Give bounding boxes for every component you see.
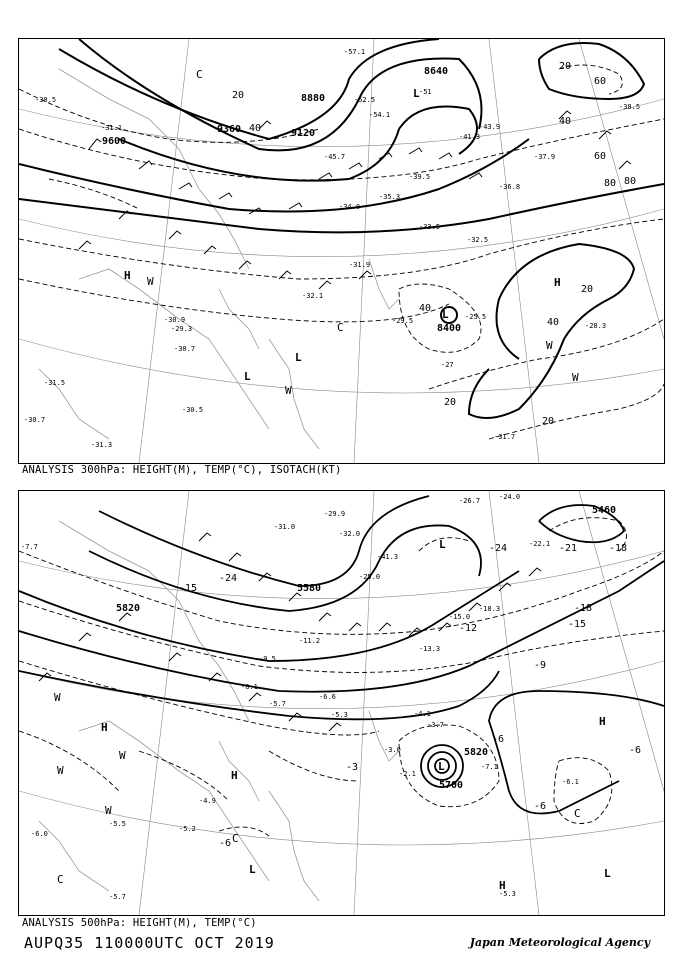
isotach-label: 40 xyxy=(249,123,262,134)
isotach-label: 40 xyxy=(559,116,572,127)
temp-plot: -5.2 xyxy=(179,825,196,833)
high-mark: H xyxy=(101,721,108,734)
cold-mark: C xyxy=(196,68,203,81)
high-mark: H xyxy=(231,769,238,782)
height-label: 9360 xyxy=(217,124,242,135)
height-label: 5820 xyxy=(464,747,489,758)
temp-plot: -30.5 xyxy=(35,96,57,104)
height-contours xyxy=(19,39,664,418)
height-label: 8640 xyxy=(424,66,449,77)
temp-plot: -33.5 xyxy=(419,223,441,231)
temp-plot: -5.7 xyxy=(109,893,126,901)
cold-mark: C xyxy=(574,807,581,820)
temp-plot: -18.3 xyxy=(479,605,501,613)
temp-plot: -28.3 xyxy=(585,322,607,330)
temp-plot: -13.3 xyxy=(419,645,441,653)
temp-contour-label: -6 xyxy=(219,838,232,849)
temp-plot: -29.5 xyxy=(392,317,414,325)
temp-plot: -31.1 xyxy=(101,124,123,132)
temp-plot: -5.7 xyxy=(269,700,286,708)
cold-mark: C xyxy=(57,873,64,886)
temp-plot: -6.6 xyxy=(319,693,336,701)
temp-plot: -29.9 xyxy=(324,510,346,518)
isotach-label: 20 xyxy=(232,90,245,101)
isotach-label: 60 xyxy=(594,151,607,162)
temp-plot: -36.8 xyxy=(499,183,521,191)
temp-contour-labels xyxy=(179,543,641,849)
warm-mark: W xyxy=(57,764,64,777)
isotach-label: 80 xyxy=(624,176,637,187)
temp-contour-label: -18 xyxy=(609,543,628,554)
temp-plot: -32.1 xyxy=(302,292,324,300)
temp-plot: -3.0 xyxy=(384,746,401,754)
height-label: 9120 xyxy=(291,128,316,139)
temp-plot: -31.0 xyxy=(274,523,296,531)
temp-plot: -29.3 xyxy=(171,325,193,333)
temperature-contours xyxy=(19,518,664,836)
temp-contour-label: -3 xyxy=(346,762,359,773)
temp-contour-label: -12 xyxy=(459,623,478,634)
agency-name: Japan Meteorological Agency xyxy=(469,936,650,949)
temp-contour-label: -6 xyxy=(629,745,642,756)
temp-contour-label: -6 xyxy=(534,801,547,812)
isotach-label: 60 xyxy=(594,76,607,87)
temp-plot: -45.7 xyxy=(324,153,346,161)
height-labels xyxy=(102,66,461,334)
temp-plot: -7.1 xyxy=(481,763,498,771)
temp-plot: -9.5 xyxy=(259,655,276,663)
temp-plot: -43.9 xyxy=(479,123,501,131)
temp-contour-label: -24 xyxy=(219,573,238,584)
temp-plot: -7.7 xyxy=(21,543,38,551)
temp-contour-label: -24 xyxy=(489,543,508,554)
temp-plot: -27 xyxy=(441,361,454,369)
temp-plot: -51 xyxy=(419,88,432,96)
height-label: 5700 xyxy=(439,780,464,791)
low-mark: L xyxy=(249,863,256,876)
temp-plot: -6.0 xyxy=(31,830,48,838)
temp-plot: -54.1 xyxy=(369,111,391,119)
warm-mark: W xyxy=(105,804,112,817)
temp-contour-label: -18 xyxy=(574,603,593,614)
isotach-label: 40 xyxy=(547,317,560,328)
high-mark: H xyxy=(499,879,506,892)
temp-plot: -4.1 xyxy=(414,710,431,718)
height-label: 5820 xyxy=(116,603,141,614)
caption-500hpa: ANALYSIS 500hPa: HEIGHT(M), TEMP(°C) xyxy=(22,917,257,929)
temp-contour-label: -15 xyxy=(568,619,587,630)
temp-contour-label: -9 xyxy=(534,660,547,671)
temp-plot: -37.9 xyxy=(534,153,556,161)
low-mark: L xyxy=(442,308,449,321)
temp-plot: -5.3 xyxy=(331,711,348,719)
temp-plot: -15.0 xyxy=(449,613,471,621)
map-300hpa xyxy=(18,38,665,464)
low-mark: L xyxy=(295,351,302,364)
temp-plot: -35.3 xyxy=(379,193,401,201)
map-300hpa-canvas xyxy=(19,39,664,463)
warm-mark: W xyxy=(54,691,61,704)
temp-plot: -26.7 xyxy=(459,497,481,505)
temp-plot: -30.7 xyxy=(174,345,196,353)
temp-plot: -4.9 xyxy=(199,797,216,805)
map-500hpa-canvas xyxy=(19,491,664,915)
temp-plot: -2.1 xyxy=(399,770,416,778)
isotach-label: 20 xyxy=(542,416,555,427)
height-label: 8880 xyxy=(301,93,326,104)
high-mark: H xyxy=(124,269,131,282)
temp-plot: -31.9 xyxy=(349,261,371,269)
temp-plot: -22.1 xyxy=(529,540,551,548)
isotach-label: 20 xyxy=(559,61,572,72)
low-mark: L xyxy=(438,760,445,773)
high-mark: H xyxy=(599,715,606,728)
high-mark: H xyxy=(554,276,561,289)
temp-plot: -5.3 xyxy=(499,890,516,898)
temp-plot: -30.7 xyxy=(24,416,46,424)
temp-plot: -5.5 xyxy=(109,820,126,828)
temp-plot: -3.7 xyxy=(427,721,444,729)
temp-plot: -30.5 xyxy=(182,406,204,414)
temp-contour-label: -15 xyxy=(179,583,198,594)
temp-plot: -11.2 xyxy=(299,637,321,645)
temp-plot: -6.1 xyxy=(562,778,579,786)
caption-300hpa: ANALYSIS 300hPa: HEIGHT(M), TEMP(°C), ISOTACH(KT) xyxy=(22,464,342,476)
height-label: 5460 xyxy=(592,505,617,516)
low-mark: L xyxy=(604,867,611,880)
temp-plot: -25.5 xyxy=(465,313,487,321)
warm-mark: W xyxy=(285,384,292,397)
warm-mark: W xyxy=(119,749,126,762)
low-mark: L xyxy=(413,87,420,100)
warm-mark: W xyxy=(147,275,154,288)
low-mark: L xyxy=(439,538,446,551)
isotach-label: 20 xyxy=(581,284,594,295)
temp-plot: -24.0 xyxy=(499,493,521,501)
temp-plot: -41.3 xyxy=(377,553,399,561)
map-500hpa xyxy=(18,490,665,916)
height-label: 5580 xyxy=(297,583,322,594)
isotach-label: 40 xyxy=(419,303,432,314)
temp-plot: -32.0 xyxy=(339,530,361,538)
warm-mark: W xyxy=(572,371,579,384)
temp-plot: -31.7 xyxy=(494,433,516,441)
isotach-label: 80 xyxy=(604,178,617,189)
warm-mark: W xyxy=(546,339,553,352)
temp-contour-label: -6 xyxy=(492,734,505,745)
temp-plot: -39.5 xyxy=(409,173,431,181)
chart-identifier: AUPQ35 110000UTC OCT 2019 xyxy=(24,934,275,952)
cold-mark: C xyxy=(232,832,239,845)
temp-plot: -57.1 xyxy=(344,48,366,56)
temp-plot: -8.1 xyxy=(241,683,258,691)
temp-plot: -25.0 xyxy=(359,573,381,581)
height-label: 8400 xyxy=(437,323,462,334)
temp-plot: -34.0 xyxy=(339,203,361,211)
temperature-plots xyxy=(21,493,579,901)
temp-plot: -31.3 xyxy=(91,441,113,449)
temp-plot: -30.9 xyxy=(164,316,186,324)
temp-plot: -52.5 xyxy=(354,96,376,104)
isotach-label: 20 xyxy=(444,397,457,408)
cold-mark: C xyxy=(337,321,344,334)
temp-plot: -41.3 xyxy=(459,133,481,141)
height-label: 9600 xyxy=(102,136,127,147)
temp-plot: -31.5 xyxy=(44,379,66,387)
temp-plot: -32.5 xyxy=(467,236,489,244)
temp-plot: -38.5 xyxy=(619,103,641,111)
temp-contour-label: -21 xyxy=(559,543,578,554)
low-mark: L xyxy=(244,370,251,383)
